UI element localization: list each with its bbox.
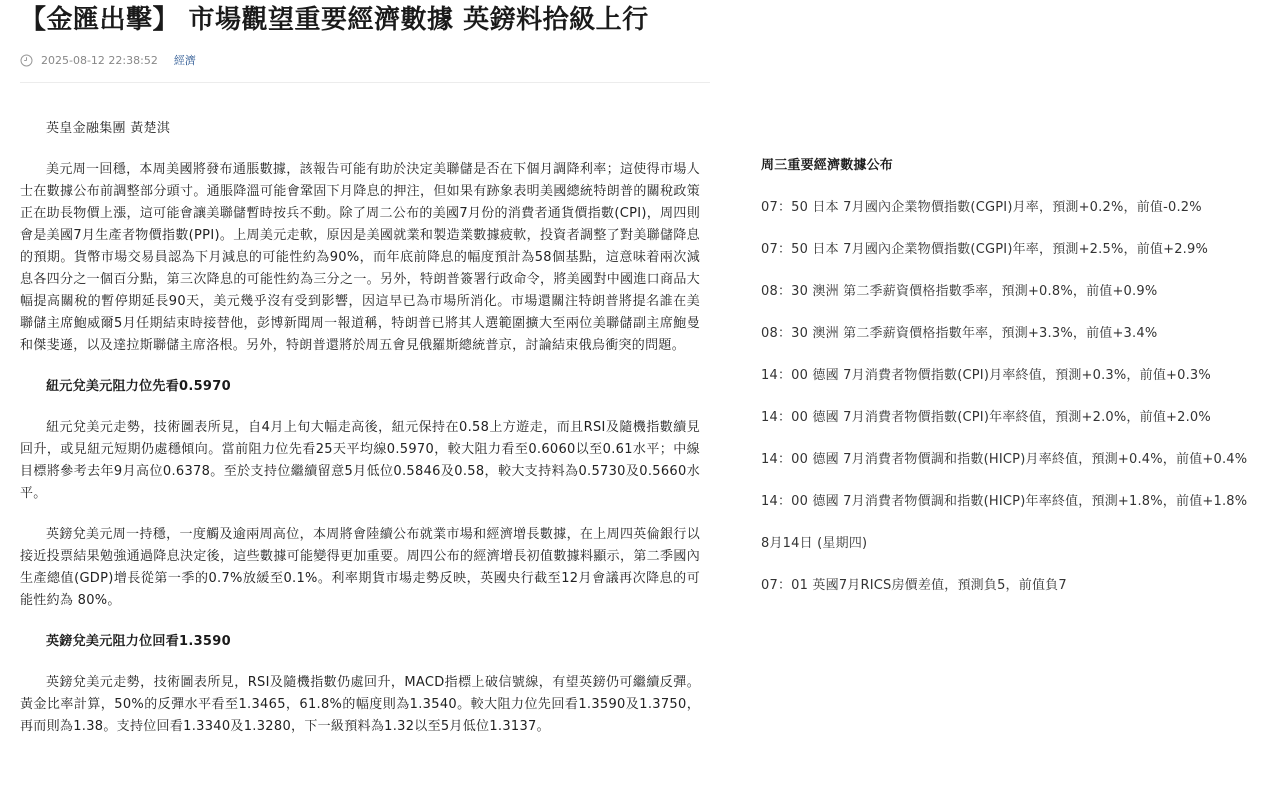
- calendar-title: 周三重要經濟數據公布: [761, 158, 894, 173]
- calendar-event: 07：01 英國7月RICS房價差值，預測負5，前值負7: [761, 578, 1067, 593]
- economic-calendar: [761, 155, 1281, 617]
- section-heading-gbp: 英鎊兌美元阻力位回看1.3590: [46, 634, 231, 649]
- article-title: 【金匯出擊】 市場觀望重要經濟數據 英鎊料拾級上行: [20, 5, 649, 35]
- article-paragraph: 美元周一回穩，本周美國將發布通脹數據，該報告可能有助於決定美聯儲是否在下個月調降利率；這使得市場人士在數據公布前調整部分頭寸。通脹降溫可能會鞏固下月降息的押注，但如果有跡象表明美國總統特朗普的關稅政策正在助長物價上漲，這可能會讓美聯儲暫時按兵不動。除了周二公布的美國7月份的消費者通貨價指數(CPI)，周四則會是美國7月生產者物價指數(PPI)。上周美元走軟，原因是美國就業和製造業數據疲軟，投資者調整了對美聯儲降息的預期。貨幣市場交易員認為下月減息的可能性約為90%，而年底前降息的幅度預計為58個基點，這意味着兩次減息各四分之一個百分點，第三次降息的可能性約為三分之一。另外，特朗普簽署行政命令，將美國對中國進口商品大幅提高關稅的暫停期延長90天，美元幾乎沒有受到影響，因這早已為市場所消化。市場還關注特朗普將提名誰在美聯儲主席鮑威爾5月任期結束時接替他，彭博新聞周一報道稱，特朗普已將其人選範圍擴大至兩位美聯儲副主席鮑曼和傑斐遜，以及達拉斯聯儲主席洛根。另外，特朗普還將於周五會見俄羅斯總統普京，討論結束俄烏衝突的問題。: [20, 162, 700, 353]
- article-author: 英皇金融集團 黃楚淇: [46, 121, 171, 136]
- calendar-event: 07：50 日本 7月國內企業物價指數(CGPI)月率，預測+0.2%，前值-0.2%: [761, 200, 1202, 215]
- article-paragraph: 英鎊兌美元周一持穩，一度觸及逾兩周高位，本周將會陸續公布就業市場和經濟增長數據，在上周四英倫銀行以接近投票結果勉強通過降息決定後，這些數據可能變得更加重要。周四公布的經濟增長初值數據料顯示，第二季國內生產總值(GDP)增長從第一季的0.7%放緩至0.1%。利率期貨市場走勢反映，英國央行截至12月會議再次降息的可能性約為 80%。: [20, 527, 700, 608]
- category-link[interactable]: 經濟: [173, 54, 196, 67]
- calendar-event: 07：50 日本 7月國內企業物價指數(CGPI)年率，預測+2.5%，前值+2.9%: [761, 242, 1209, 257]
- header-divider: [20, 82, 710, 83]
- calendar-event: 08：30 澳洲 第二季薪資價格指數年率，預測+3.3%，前值+3.4%: [761, 326, 1158, 341]
- publish-datetime: 2025-08-12 22:38:52: [41, 53, 158, 67]
- calendar-date-heading: 8月14日 (星期四): [761, 536, 868, 551]
- article-paragraph: 英鎊兌美元走勢，技術圖表所見，RSI及隨機指數仍處回升，MACD指標上破信號線，有望英鎊仍可繼續反彈。黃金比率計算，50%的反彈水平看至1.3465，61.8%的幅度則為1.3540。較大阻力位先回看1.3590及1.3750，再而則為1.38。支持位回看1.3340及1.3280，下一級預料為1.32以至5月低位1.3137。: [20, 675, 700, 734]
- calendar-event: 08：30 澳洲 第二季薪資價格指數季率，預測+0.8%，前值+0.9%: [761, 284, 1158, 299]
- calendar-event: 14：00 德國 7月消費者物價調和指數(HICP)年率終值，預測+1.8%，前值+1.8%: [761, 494, 1248, 509]
- section-heading-nzd: 紐元兌美元阻力位先看0.5970: [46, 379, 231, 394]
- article-body: [20, 108, 700, 757]
- clock-icon: [20, 54, 33, 67]
- article-paragraph: 紐元兌美元走勢，技術圖表所見，自4月上旬大幅走高後，紐元保持在0.58上方遊走，而且RSI及隨機指數續見回升，或見紐元短期仍處穩傾向。當前阻力位先看25天平均線0.5970，較大阻力看至0.6060以至0.61水平；中線目標將參考去年9月高位0.6378。至於支持位繼續留意5月低位0.5846及0.58，較大支持料為0.5730及0.5660水平。: [20, 420, 700, 501]
- article-meta: [20, 51, 196, 69]
- calendar-event: 14：00 德國 7月消費者物價指數(CPI)年率終值，預測+2.0%，前值+2.0%: [761, 410, 1211, 425]
- calendar-event: 14：00 德國 7月消費者物價指數(CPI)月率終值，預測+0.3%，前值+0.3%: [761, 368, 1211, 383]
- calendar-event: 14：00 德國 7月消費者物價調和指數(HICP)月率終值，預測+0.4%，前值+0.4%: [761, 452, 1248, 467]
